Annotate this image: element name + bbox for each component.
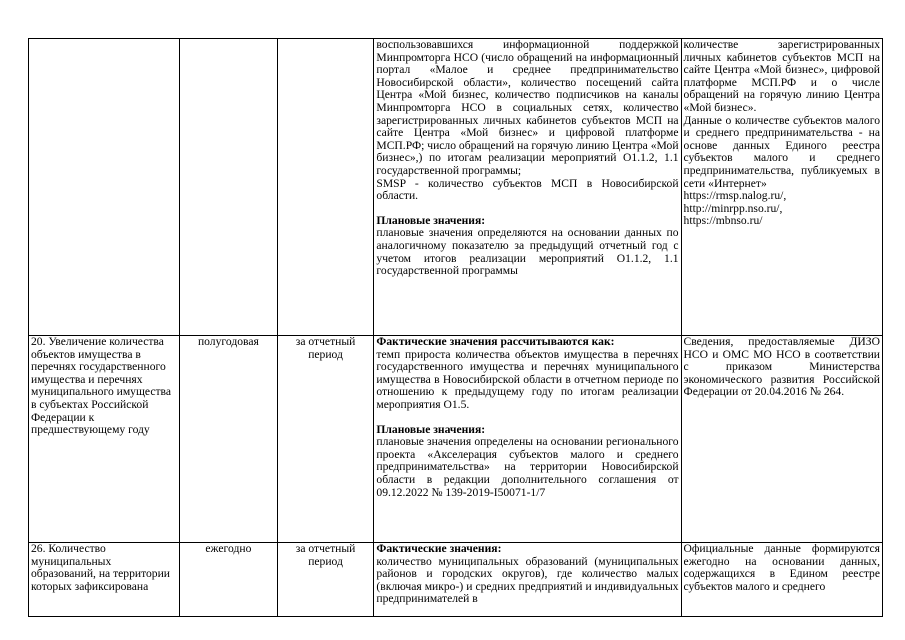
source-cell	[681, 543, 882, 617]
method-cell	[374, 336, 681, 543]
period-cell	[277, 543, 374, 617]
table-row	[29, 336, 883, 543]
indicator-cell	[29, 39, 180, 336]
method-cell	[374, 39, 681, 336]
periodicity-cell	[180, 39, 278, 336]
fact-heading: Фактические значения рассчитываются как:	[376, 335, 615, 348]
source-text: Сведения, предоставляемые ДИЗО НСО и ОМС МО НСО в соответствии с приказом Министерства экономического развития Российской Федерации от 20.04.2016 № 264.	[683, 335, 880, 399]
plan-heading: Плановые значения:	[376, 213, 486, 227]
periodicity-text: полугодовая	[197, 335, 259, 348]
period-cell	[277, 39, 374, 336]
period-text: за отчетный период	[295, 335, 356, 361]
periodicity-cell	[180, 336, 278, 543]
indicators-table	[28, 38, 883, 617]
source-text: Официальные данные формируются ежегодно на основании данных, содержащихся в Едином реестре субъектов малого и среднего	[683, 542, 880, 593]
source-text: количестве зарегистрированных личных кабинетов субъектов МСП на сайте Центра «Мой бизнес», цифровой платформе МСП.РФ и о числе обращений на горячую линию Центра «Мой бизнес».	[683, 38, 880, 114]
indicator-cell	[29, 543, 180, 617]
source-cell	[681, 39, 882, 336]
indicator-text: 20. Увеличение количества объектов имущества в перечнях государственного имущества и перечнях муниципального имущества в субъектах Российской Федерации к предшествующему году	[31, 335, 172, 437]
fact-heading: Фактические значения:	[376, 542, 502, 555]
plan-text: плановые значения определяются на основании данных по аналогичному показателю за предыдущий отчетный год с учетом итогов реализации мероприятий О1.1.2, 1.1 государственной программы	[376, 226, 679, 278]
periodicity-text: ежегодно	[205, 542, 252, 555]
fact-text: количество муниципальных образований (муниципальных районов и городских округов), где количество малых (включая микро-) и средних предприятий и индивидуальных предпринимателей в	[376, 554, 679, 606]
source-text: Данные о количестве субъектов малого и среднего предпринимательства - на основе данных Единого реестра субъектов малого и среднего предпринимательства, публикуемых в сети «Интернет»	[683, 113, 880, 190]
plan-text: плановые значения определены на основании регионального проекта «Акселерация субъектов малого и среднего предпринимательства» на территории Новосибирской области в редакции дополнительного соглашения от 09.12.2022 № 139-2019-I50071-1/7	[376, 435, 679, 499]
plan-heading: Плановые значения:	[376, 422, 486, 436]
table-row	[29, 543, 883, 617]
table-row	[29, 39, 883, 336]
source-links: https://rmsp.nalog.ru/, http://minrpp.nso.ru/, https://mbnso.ru/	[683, 189, 787, 228]
fact-text: темп прироста количества объектов имущества в перечнях государственного имущества и перечнях муниципального имущества в Новосибирской области в отчетном периоде по отношению к предыдущему году по итогам реализации мероприятия О1.5.	[376, 347, 679, 411]
method-cell	[374, 543, 681, 617]
method-text: воспользовавшихся информационной поддержкой Минпромторга НСО (число обращений на информационный портал «Малое и среднее предпринимательство Новосибирской области», количество посещений сайта Центра «Мой бизнес, количество подписчиков на каналы Минпромторга НСО в социальных сетях, количество зарегистрированных личных кабинетов субъектов МСП на сайте Центра «Мой бизнес» и цифровой платформе МСП.РФ; число обращений на горячую линию Центра «Мой бизнес»,) по итогам реализации мероприятий О1.1.2, 1.1 государственной программы; SMSP - количество субъектов МСП в Новосибирской области.	[376, 38, 679, 203]
indicator-text: 26. Количество муниципальных образований, на территории которых зафиксирована	[31, 542, 171, 593]
indicator-cell	[29, 336, 180, 543]
period-text: за отчетный период	[295, 542, 356, 568]
periodicity-cell	[180, 543, 278, 617]
period-cell	[277, 336, 374, 543]
source-cell	[681, 336, 882, 543]
